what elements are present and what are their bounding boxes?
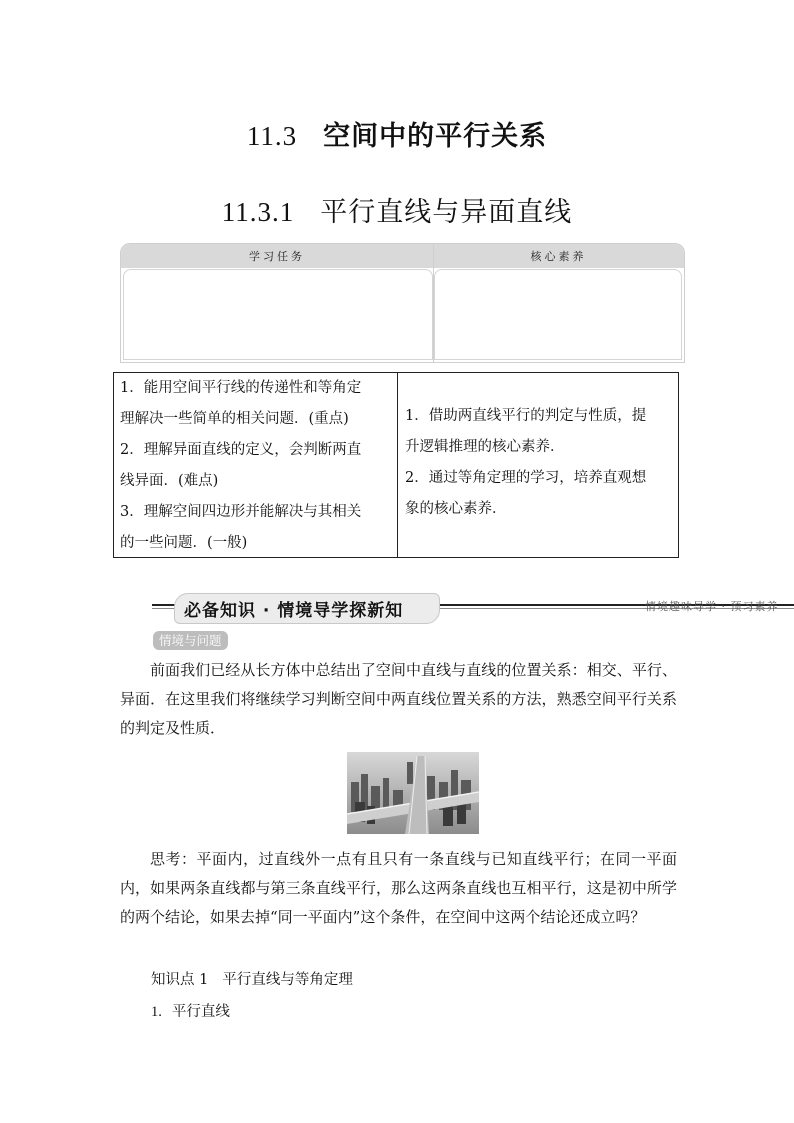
task-table [113,372,679,558]
knowledge-point-heading [151,968,353,989]
knowledge-point-title: 平行直线与等角定理 [222,972,353,988]
item-number: 1. [151,1004,162,1020]
subsection-title [0,190,794,229]
knowledge-point-label: 知识点 1 [151,972,209,988]
intro-paragraph: 前面我们已经从长方体中总结出了空间中直线与直线的位置关系：相交、平行、异面．在这里我们将继续学习判断空间中两直线位置关系的方法，熟悉空间平行关系的判定及性质． [120,661,677,737]
situation-tag: 情境与问题 [153,631,228,650]
task-header-core-literacy: 核心素养 [530,250,587,263]
core-literacy-line: 1．借助两直线平行的判定与性质，提 [405,408,647,424]
task-header-box [120,243,685,363]
core-literacy-line: 象的核心素养． [405,501,507,517]
learning-task-line: 理解决一些简单的相关问题．(重点) [120,411,349,427]
subsection-title-text: 平行直线与异面直线 [320,197,573,228]
banner-subtitle: 情境趣味导学 · 预习素养 [645,600,779,613]
section-title [0,114,794,153]
learning-task-line: 的一些问题．(一般) [120,535,248,551]
task-header-right-cell [434,269,682,360]
learning-task-line: 1．能用空间平行线的传递性和等角定 [120,380,362,396]
learning-tasks-column [120,373,394,559]
learning-task-line: 线异面．(难点) [120,473,219,489]
banner-title: 必备知识 · 情境导学探新知 [184,601,404,621]
city-overpass-photo [347,752,479,834]
item-title: 平行直线 [171,1004,230,1020]
subsection-number: 11.3.1 [221,197,295,227]
city-overpass-illustration [347,752,479,834]
learning-task-line: 3．理解空间四边形并能解决与其相关 [120,504,362,520]
learning-task-line: 2．理解异面直线的定义，会判断两直 [120,442,362,458]
task-table-divider [397,373,398,557]
think-paragraph: 思考：平面内，过直线外一点有且只有一条直线与已知直线平行；在同一平面内，如果两条直线都与第三条直线平行，那么这两条直线也互相平行，这是初中所学的两个结论，如果去掉“同一平面内”这个条件，在空间中这两个结论还成立吗？ [120,850,677,926]
item-heading [151,1000,230,1021]
task-header-left-cell [123,269,433,360]
task-header-learning-tasks: 学习任务 [249,250,305,263]
core-literacy-line: 升逻辑推理的核心素养． [405,439,565,455]
core-literacy-line: 2．通过等角定理的学习，培养直观想 [405,470,647,486]
section-title-text: 空间中的平行关系 [323,121,548,152]
core-literacy-column [405,401,673,525]
section-number: 11.3 [246,121,298,151]
